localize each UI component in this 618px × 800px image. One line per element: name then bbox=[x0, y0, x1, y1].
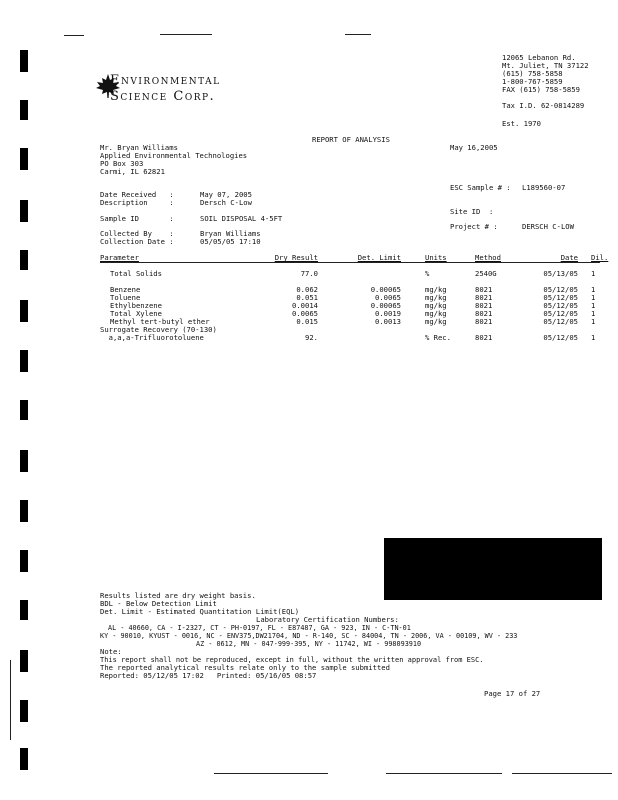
established: Est. 1970 bbox=[502, 119, 541, 128]
scan-edge-line bbox=[10, 660, 11, 740]
header-det-limit: Det. Limit bbox=[357, 253, 401, 262]
table-cell-date: 05/12/05 bbox=[543, 309, 578, 318]
page-number: Page 17 of 27 bbox=[484, 689, 541, 698]
header-dil: Dil. bbox=[591, 253, 609, 262]
esc-sample-value: L189560-07 bbox=[522, 183, 566, 192]
header-method: Method bbox=[475, 253, 501, 262]
binder-mark bbox=[20, 500, 28, 522]
certification-line: AZ - 0612, MN - 047-999-395, NY - 11742, WI - 998093910 bbox=[196, 640, 422, 648]
table-cell-units: mg/kg bbox=[425, 301, 447, 310]
address-line: FAX (615) 758-5859 bbox=[502, 85, 580, 94]
collected-by-label: Collected By : bbox=[100, 229, 174, 238]
signature-line bbox=[512, 773, 612, 774]
scan-mark bbox=[64, 35, 84, 36]
binder-mark bbox=[20, 600, 28, 620]
table-cell-dil: 1 bbox=[591, 293, 596, 302]
description-label: Description : bbox=[100, 198, 174, 207]
note-line: BDL - Below Detection Limit bbox=[100, 599, 217, 608]
binder-mark bbox=[20, 100, 28, 120]
table-cell-method: 8021 bbox=[475, 309, 493, 318]
table-cell-units: mg/kg bbox=[425, 317, 447, 326]
description-value: Dersch C-Low bbox=[200, 198, 252, 207]
address-line: Mt. Juliet, TN 37122 bbox=[502, 61, 589, 70]
binder-mark bbox=[20, 148, 28, 170]
certification-line: AL - 40660, CA - I-2327, CT - PH-0197, FL - E87487, GA - 923, IN - C-TN-01 bbox=[108, 624, 411, 632]
header-parameter: Parameter bbox=[100, 253, 139, 262]
client-contact: Mr. Bryan Williams bbox=[100, 143, 178, 152]
tax-id: Tax I.D. 62-0814289 bbox=[502, 101, 585, 110]
binder-mark bbox=[20, 748, 28, 770]
reported-printed: Reported: 05/12/05 17:02 Printed: 05/16/05 08:57 bbox=[100, 671, 317, 680]
collected-by-value: Bryan Williams bbox=[200, 229, 261, 238]
binder-mark bbox=[20, 700, 28, 722]
client-company: Applied Environmental Technologies bbox=[100, 151, 248, 160]
table-cell-limit: 0.0019 bbox=[375, 309, 401, 318]
date-received-value: May 07, 2005 bbox=[200, 190, 252, 199]
note-label: Note: bbox=[100, 647, 122, 656]
binder-mark bbox=[20, 250, 28, 270]
table-cell-date: 05/13/05 bbox=[543, 269, 578, 278]
table-header-rule bbox=[100, 262, 600, 263]
table-cell-parameter: a,a,a-Trifluorotoluene bbox=[100, 333, 204, 342]
table-cell-parameter: Surrogate Recovery (70-130) bbox=[100, 325, 217, 334]
scan-mark bbox=[345, 34, 371, 35]
table-cell-units: % bbox=[425, 269, 430, 278]
table-cell-result: 0.0014 bbox=[292, 301, 318, 310]
binder-mark bbox=[20, 400, 28, 420]
note-line: Det. Limit - Estimated Quantitation Limit(EQL) bbox=[100, 607, 300, 616]
note-line: Results listed are dry weight basis. bbox=[100, 591, 256, 600]
table-cell-limit: 0.0065 bbox=[375, 293, 401, 302]
binder-mark bbox=[20, 350, 28, 372]
table-cell-method: 8021 bbox=[475, 285, 493, 294]
table-cell-result: 77.0 bbox=[300, 269, 318, 278]
address-line: (615) 758-5858 bbox=[502, 69, 563, 78]
table-cell-units: mg/kg bbox=[425, 309, 447, 318]
collection-date-value: 05/05/05 17:10 bbox=[200, 237, 261, 246]
table-cell-units: % Rec. bbox=[425, 333, 451, 342]
note-line: This report shall not be reproduced, except in full, without the written approval from ESC. bbox=[100, 656, 484, 664]
address-line: 1-800-767-5859 bbox=[502, 77, 563, 86]
project-value: DERSCH C-LOW bbox=[522, 222, 574, 231]
binder-mark bbox=[20, 50, 28, 72]
table-cell-limit: 0.0013 bbox=[375, 317, 401, 326]
table-cell-date: 05/12/05 bbox=[543, 317, 578, 326]
note-line: The reported analytical results relate only to the sample submitted bbox=[100, 663, 390, 672]
certification-title: Laboratory Certification Numbers: bbox=[256, 615, 399, 624]
sample-id-label: Sample ID : bbox=[100, 214, 174, 223]
address-line: 12065 Lebanon Rd. bbox=[502, 53, 576, 62]
table-cell-parameter: Total Solids bbox=[110, 269, 162, 278]
client-city: Carmi, IL 62821 bbox=[100, 167, 165, 176]
header-units: Units bbox=[425, 253, 447, 262]
table-cell-date: 05/12/05 bbox=[543, 333, 578, 342]
table-cell-method: 8021 bbox=[475, 317, 493, 326]
table-cell-date: 05/12/05 bbox=[543, 293, 578, 302]
table-cell-result: 0.062 bbox=[296, 285, 318, 294]
binder-mark bbox=[20, 450, 28, 472]
table-cell-method: 8021 bbox=[475, 333, 493, 342]
table-cell-result: 0.0065 bbox=[292, 309, 318, 318]
project-label: Project # : bbox=[450, 222, 498, 231]
date-received-label: Date Received : bbox=[100, 190, 174, 199]
table-cell-parameter: Methyl tert-butyl ether bbox=[110, 317, 210, 326]
table-cell-parameter: Total Xylene bbox=[110, 309, 162, 318]
table-cell-dil: 1 bbox=[591, 317, 596, 326]
certification-line: KY - 90010, KYUST - 0016, NC - ENV375,DW21704, ND - R-140, SC - 84004, TN - 2006, VA - 00109, WV - 233 bbox=[100, 632, 518, 640]
table-cell-dil: 1 bbox=[591, 269, 596, 278]
signature-line bbox=[214, 773, 328, 774]
table-cell-method: 2540G bbox=[475, 269, 497, 278]
table-cell-parameter: Ethylbenzene bbox=[110, 301, 162, 310]
header-date: Date bbox=[560, 253, 578, 262]
client-po-box: PO Box 303 bbox=[100, 159, 144, 168]
company-name-line2: Science Corp. bbox=[110, 89, 216, 104]
table-cell-result: 0.015 bbox=[296, 317, 318, 326]
binder-mark bbox=[20, 300, 28, 322]
table-cell-result: 92. bbox=[305, 333, 318, 342]
binder-mark bbox=[20, 650, 28, 672]
table-cell-dil: 1 bbox=[591, 333, 596, 342]
redaction-block bbox=[384, 538, 602, 600]
table-cell-units: mg/kg bbox=[425, 293, 447, 302]
table-cell-dil: 1 bbox=[591, 309, 596, 318]
table-cell-limit: 0.00065 bbox=[370, 285, 401, 294]
signature-line bbox=[386, 773, 502, 774]
table-cell-dil: 1 bbox=[591, 301, 596, 310]
table-cell-parameter: Benzene bbox=[110, 285, 141, 294]
table-cell-date: 05/12/05 bbox=[543, 301, 578, 310]
header-dry-result: Dry Result bbox=[274, 253, 318, 262]
table-cell-method: 8021 bbox=[475, 293, 493, 302]
scan-mark bbox=[160, 34, 212, 35]
report-title: REPORT OF ANALYSIS bbox=[312, 135, 390, 144]
table-cell-date: 05/12/05 bbox=[543, 285, 578, 294]
esc-sample-label: ESC Sample # : bbox=[450, 183, 511, 192]
company-name-line1: Environmental bbox=[110, 73, 221, 88]
sample-id-value: SOIL DISPOSAL 4-5FT bbox=[200, 214, 283, 223]
table-cell-limit: 0.00065 bbox=[370, 301, 401, 310]
collection-date-label: Collection Date : bbox=[100, 237, 174, 246]
table-cell-method: 8021 bbox=[475, 301, 493, 310]
binder-mark bbox=[20, 200, 28, 222]
binder-mark bbox=[20, 550, 28, 572]
site-id-label: Site ID : bbox=[450, 207, 494, 216]
report-date: May 16,2005 bbox=[450, 143, 498, 152]
table-cell-units: mg/kg bbox=[425, 285, 447, 294]
table-cell-parameter: Toluene bbox=[110, 293, 141, 302]
table-cell-dil: 1 bbox=[591, 285, 596, 294]
table-cell-result: 0.051 bbox=[296, 293, 318, 302]
